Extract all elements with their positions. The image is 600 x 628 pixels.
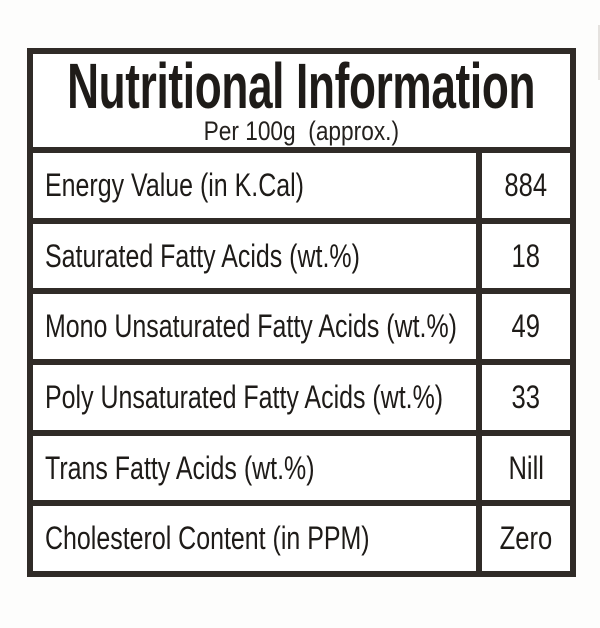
nutrition-facts-table	[27, 48, 576, 577]
nutrient-row-saturated-fat	[33, 224, 570, 295]
nutrient-value-cell	[476, 153, 570, 218]
nutrient-name: Energy Value (in K.Cal)	[45, 166, 304, 203]
nutrient-value-cell	[476, 365, 570, 430]
nutrient-value: 49	[511, 308, 541, 345]
nutrition-table-header	[33, 49, 570, 153]
nutrient-name-cell	[33, 294, 476, 359]
nutrient-name-cell	[33, 224, 476, 289]
nutrient-row-trans-fat	[33, 436, 570, 507]
nutrient-name: Mono Unsaturated Fatty Acids (wt.%)	[45, 308, 457, 345]
nutrient-name: Poly Unsaturated Fatty Acids (wt.%)	[45, 378, 444, 415]
nutrient-value: 884	[504, 166, 548, 203]
nutrient-value-cell	[476, 224, 570, 289]
nutrient-value: Nill	[508, 449, 544, 486]
nutrient-name: Saturated Fatty Acids (wt.%)	[45, 237, 360, 274]
nutrient-value-cell	[476, 506, 570, 571]
nutrient-row-cholesterol	[33, 506, 570, 571]
nutrient-value: 18	[511, 237, 541, 274]
nutrient-value-cell	[476, 436, 570, 501]
nutrient-name: Trans Fatty Acids (wt.%)	[45, 449, 315, 486]
nutrient-row-energy	[33, 153, 570, 224]
nutrient-name-cell	[33, 506, 476, 571]
nutrient-row-mono-unsaturated-fat	[33, 294, 570, 365]
nutrition-title: Nutritional Information	[67, 49, 536, 122]
nutrient-rows	[33, 153, 570, 571]
nutrient-name-cell	[33, 436, 476, 501]
nutrient-row-poly-unsaturated-fat	[33, 365, 570, 436]
serving-size-subtitle: Per 100g (approx.)	[203, 115, 400, 146]
nutrient-value-cell	[476, 294, 570, 359]
nutrient-name: Cholesterol Content (in PPM)	[45, 520, 370, 557]
nutrient-name-cell	[33, 365, 476, 430]
nutrient-value: 33	[511, 378, 541, 415]
nutrient-name-cell	[33, 153, 476, 218]
nutrient-value: Zero	[499, 520, 553, 557]
